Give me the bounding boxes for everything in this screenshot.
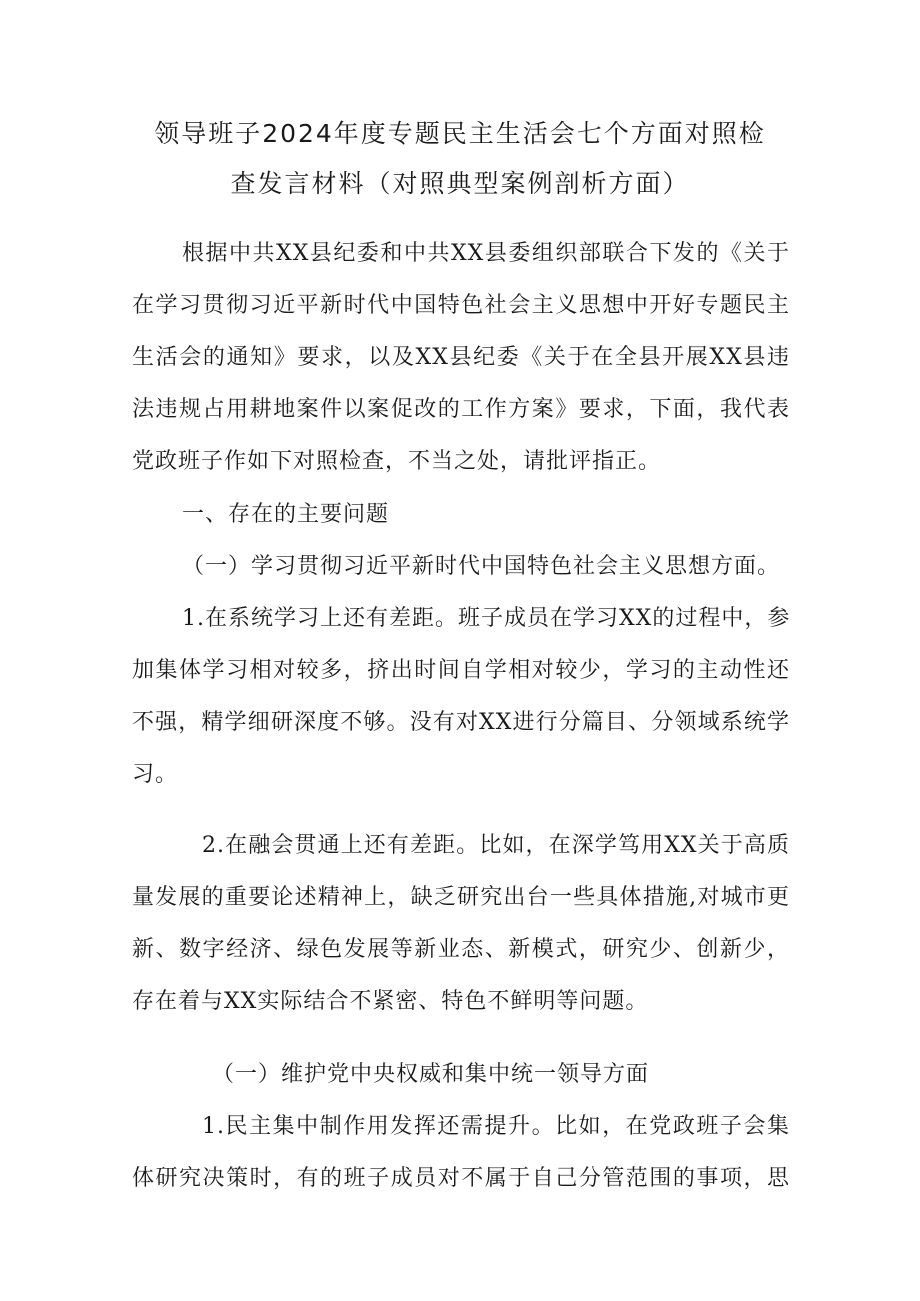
- item2-line-4: 存在着与XX实际结合不紧密、特色不鲜明等问题。: [132, 989, 649, 1014]
- item1-line-2: 加集体学习相对较多，挤出时间自学相对较少，学习的主动性还: [132, 658, 790, 683]
- intro-line-5: 党政班子作如下对照检查，不当之处，请批评指正。: [132, 449, 662, 474]
- intro-line-3: 生活会的通知》要求，以及XX县纪委《关于在全县开展XX县违: [132, 345, 790, 370]
- item1-line-3: 不强，精学细研深度不够。没有对XX进行分篇目、分领域系统学: [132, 710, 790, 735]
- section-heading: 一、存在的主要问题: [182, 502, 390, 527]
- intro-line-1: 根据中共XX县纪委和中共XX县委组织部联合下发的《关于: [182, 241, 790, 266]
- item3-line-2: 体研究决策时，有的班子成员对不属于自己分管范围的事项，思: [132, 1166, 790, 1191]
- item3-line-1: 1.民主集中制作用发挥还需提升。比如，在党政班子会集: [202, 1114, 790, 1139]
- item1-line-4: 习。: [132, 762, 179, 787]
- subsection-heading-2: （一）维护党中央权威和集中统一领导方面: [212, 1062, 650, 1087]
- document-title-line-2: 查发言材料（对照典型案例剖析方面）: [230, 169, 690, 198]
- document-title-line-1: 领导班子2024年度专题民主生活会七个方面对照检: [154, 119, 766, 148]
- item2-line-2: 量发展的重要论述精神上，缺乏研究出台一些具体措施,对城市更: [132, 885, 790, 910]
- intro-line-2: 在学习贯彻习近平新时代中国特色社会主义思想中开好专题民主: [132, 293, 790, 318]
- item1-line-1: 1.在系统学习上还有差距。班子成员在学习XX的过程中，参: [182, 606, 791, 631]
- item2-line-1: 2.在融会贯通上还有差距。比如，在深学笃用XX关于高质: [202, 833, 790, 858]
- subsection-heading-1: （一）学习贯彻习近平新时代中国特色社会主义思想方面。: [182, 554, 781, 579]
- intro-line-4: 法违规占用耕地案件以案促改的工作方案》要求，下面，我代表: [132, 397, 790, 422]
- item2-line-3: 新、数字经济、绿色发展等新业态、新模式，研究少、创新少，: [132, 937, 790, 962]
